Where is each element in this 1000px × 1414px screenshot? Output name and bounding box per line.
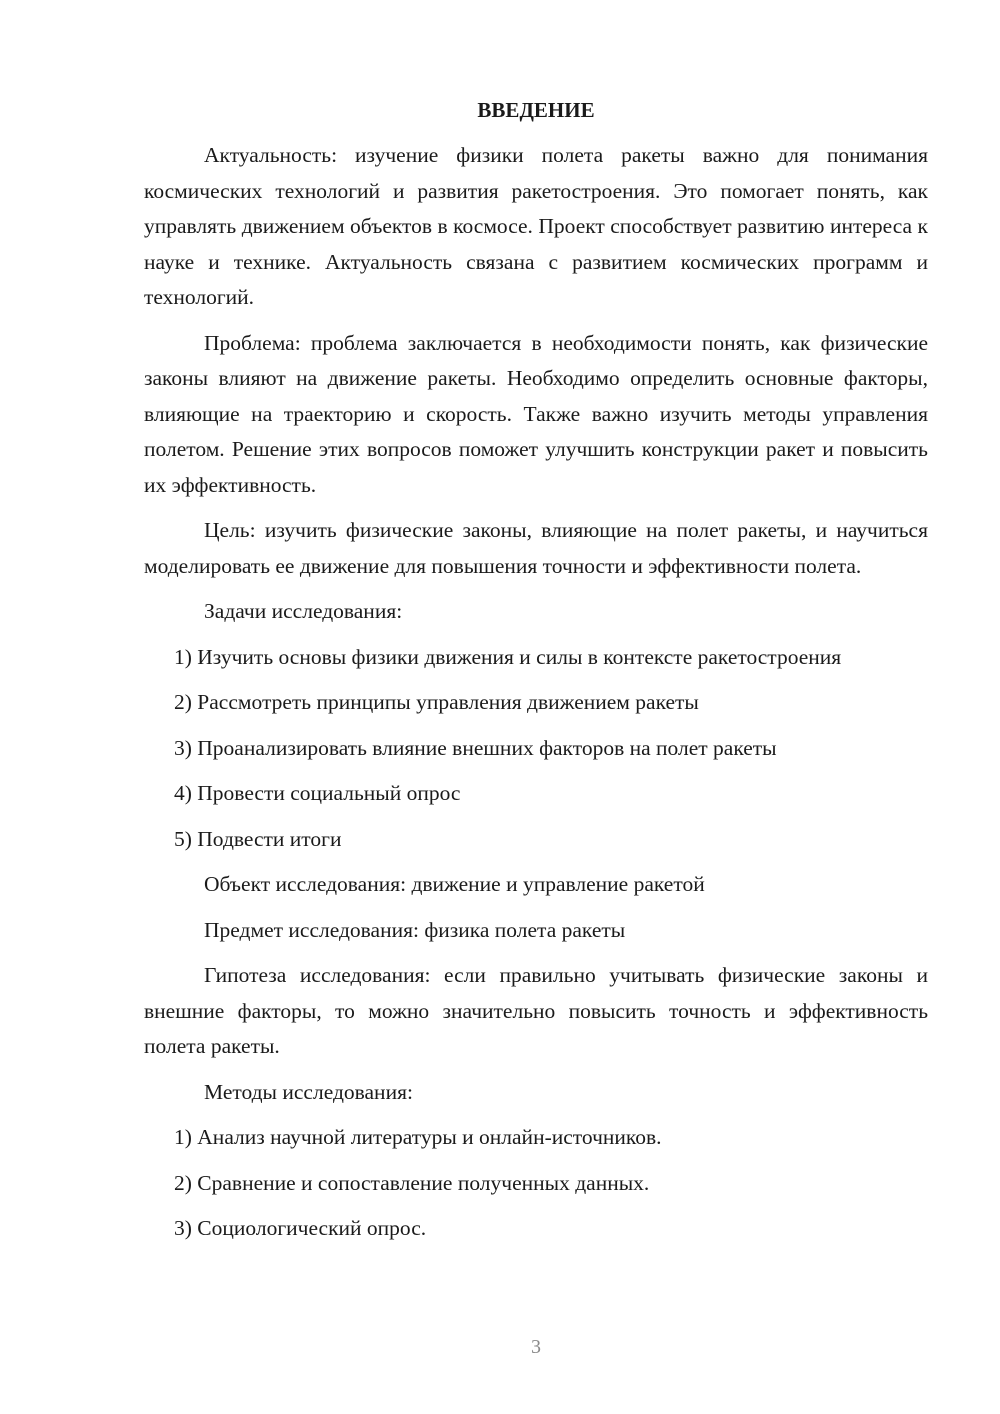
list-item: 3) Проанализировать влияние внешних факторов на полет ракеты — [174, 735, 777, 760]
page-content — [144, 92, 928, 1257]
list-item: 1) Анализ научной литературы и онлайн-источников. — [174, 1125, 662, 1149]
list-item: 2) Рассмотреть принципы управления движением ракеты — [174, 690, 699, 714]
goal-paragraph: Цель: изучить физические законы, влияющие на полет ракеты, и научиться моделировать ее движение для повышения точности и эффективности полета. — [144, 518, 928, 578]
page-number: 3 — [531, 1336, 541, 1358]
list-item: 1) Изучить основы физики движения и силы в контексте ракетостроения — [174, 644, 842, 669]
list-item: 3) Социологический опрос. — [174, 1216, 427, 1240]
problem-paragraph: Проблема: проблема заключается в необходимости понять, как физические законы влияют на движение ракеты. Необходимо определить основные факторы, влияющие на траекторию и скорость. Также важно изучить методы управления полетом. Решение этих вопросов поможет улучшить конструкции ракет и повысить их эффективность. — [144, 330, 928, 497]
subject-line: Предмет исследования: физика полета ракеты — [204, 917, 626, 942]
object-line: Объект исследования: движение и управление ракетой — [204, 872, 705, 896]
tasks-list — [144, 640, 928, 858]
hypothesis-paragraph: Гипотеза исследования: если правильно учитывать физические законы и внешние факторы, то можно значительно повысить точность и эффективность полета ракеты. — [144, 963, 928, 1058]
methods-heading: Методы исследования: — [204, 1079, 413, 1104]
relevance-paragraph: Актуальность: изучение физики полета ракеты важно для понимания космических технологий и развития ракетостроения. Это помогает понять, как управлять движением объектов в космосе. Проект способствует развитию интереса к науке и технике. Актуальность связана с развитием космических программ и технологий. — [144, 143, 928, 309]
list-item: 2) Сравнение и сопоставление полученных данных. — [174, 1170, 650, 1195]
list-item: 4) Провести социальный опрос — [174, 781, 461, 805]
section-title: ВВЕДЕНИЕ — [477, 98, 595, 122]
methods-list — [144, 1120, 928, 1247]
tasks-heading: Задачи исследования: — [204, 599, 403, 623]
list-item: 5) Подвести итоги — [174, 826, 342, 851]
